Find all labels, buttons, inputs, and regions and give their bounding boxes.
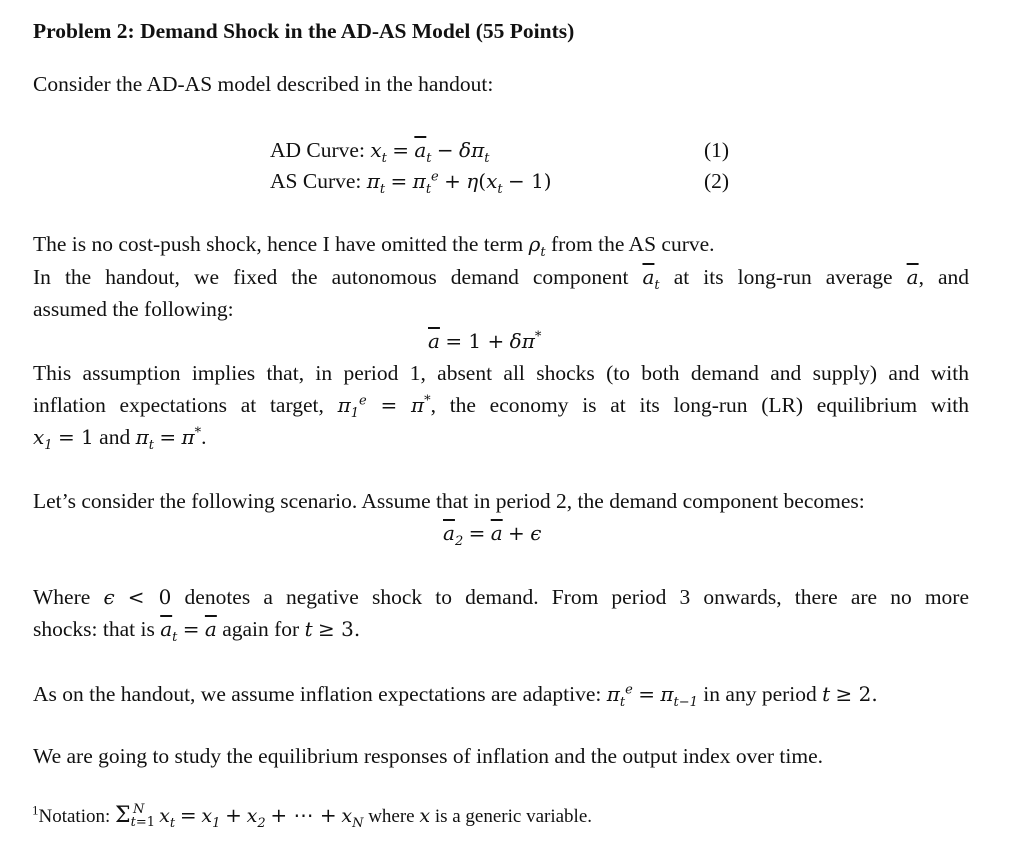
- ad-label: AD Curve:: [270, 138, 365, 162]
- para4-line1: Where ϵ < 0 denotes a negative shock to demand. From period 3 onwards, there are no more: [33, 585, 970, 609]
- footnote-marker: 1: [32, 802, 39, 818]
- para6-line1: We are going to study the equilibrium responses of inflation and the output index over time.: [33, 744, 824, 768]
- para1-line2: In the handout, we fixed the autonomous demand component $\overline{a}_t$ at its long-run average $\overline{a}$, and: [33, 265, 970, 293]
- as-label: AS Curve:: [270, 169, 362, 193]
- footnote: $^1$Notation: $\Sigma_{t=1}^N$ $x_t = x_1 + x_2$ + ⋯ + $x_N$ where x is a generic variable.: [32, 802, 593, 831]
- para3-line1: Let’s consider the following scenario. Assume that in period 2, the demand component becomes:: [33, 489, 865, 513]
- para2-line1: This assumption implies that, in period 1, absent all shocks (to both demand and supply) and with: [33, 361, 969, 385]
- equation-number-2: (2): [704, 169, 730, 193]
- para2-line3: $x_1 = 1$ and $\pi_t = \pi^*$.: [33, 425, 207, 453]
- as-equation: AS Curve: $\pi_t = \pi_t^e + \eta(x_t - 1)$: [270, 169, 552, 197]
- equation-number-1: (1): [704, 138, 730, 162]
- assumption-equation: $\overline{a} = 1 + \delta\pi^*$: [428, 329, 542, 353]
- para2-line2: inflation expectations at target, $\pi_1^e = \pi^*$, the economy is at its long-run (LR) equilibrium with: [33, 393, 970, 421]
- para4-line2: shocks: that is $\overline{a}_t = \overline{a}$ again for t ≥ 3.: [33, 617, 361, 645]
- problem-title: Problem 2: Demand Shock in the AD-AS Model (55 Points): [33, 19, 575, 43]
- shock-equation: $\overline{a}_2 = \overline{a} + \epsilon$: [443, 521, 542, 549]
- para5-line1: As on the handout, we assume inflation expectations are adaptive: $\pi_t^e = \pi_{t-1}$ in any period t ≥ 2.: [33, 682, 878, 710]
- para1-line3: assumed the following:: [33, 297, 234, 321]
- para1-line1: The is no cost-push shock, hence I have omitted the term $\rho_t$ from the AS curve.: [33, 232, 715, 260]
- intro-text: Consider the AD-AS model described in the handout:: [33, 72, 494, 96]
- ad-equation: AD Curve: $x_t = \overline{a}_t - \delta\pi_t$: [270, 138, 490, 166]
